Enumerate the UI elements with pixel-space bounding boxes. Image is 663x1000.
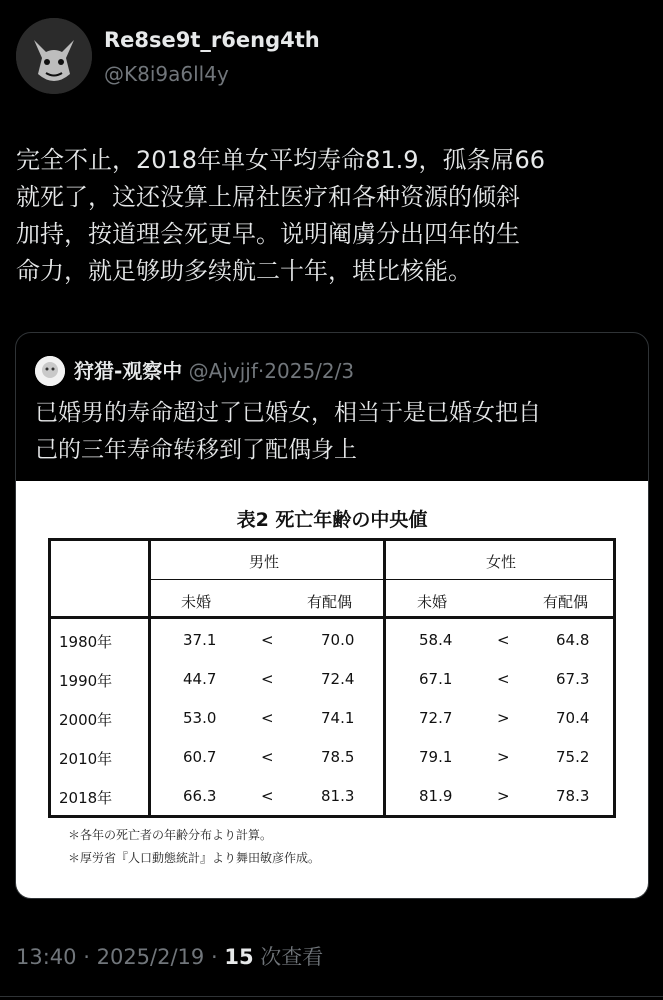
table-cell-m-cmp: < xyxy=(261,670,274,688)
tweet-text-line: 命力，就足够助多续航二十年，堪比核能。 xyxy=(16,257,472,285)
col-header-married: 有配偶 xyxy=(307,593,353,611)
group-header-male: 男性 xyxy=(249,553,280,571)
col-header-unmarried: 未婚 xyxy=(181,593,212,611)
table-cell-f-un: 58.4 xyxy=(419,631,453,649)
table-cell-f-cmp: > xyxy=(497,787,510,805)
quote-text-line: 已婚男的寿命超过了已婚女，相当于是已婚女把自 xyxy=(35,400,541,426)
col-header-married: 有配偶 xyxy=(543,593,589,611)
table-divider xyxy=(148,541,151,815)
quote-author-name: 狩猎-观察中 xyxy=(74,359,183,383)
table-cell-year: 1990年 xyxy=(59,672,113,690)
table-cell-f-un: 81.9 xyxy=(419,787,453,805)
author-handle[interactable]: @K8i9a6ll4y xyxy=(104,62,229,86)
author-display-name[interactable]: Re8se9t_r6eng4th xyxy=(104,28,320,52)
quote-attached-image[interactable] xyxy=(16,481,648,898)
footer-separator: · xyxy=(210,945,218,969)
table-cell-m-cmp: < xyxy=(261,709,274,727)
footer-separator: · xyxy=(83,945,90,969)
table-cell-m-un: 60.7 xyxy=(183,748,217,766)
table-cell-m-ma: 74.1 xyxy=(321,709,355,727)
tweet-text xyxy=(16,142,646,290)
quote-separator: · xyxy=(257,359,265,383)
views-count: 15 xyxy=(224,945,254,969)
views-label: 次查看 xyxy=(260,945,324,969)
table-cell-m-un: 44.7 xyxy=(183,670,217,688)
table-note: ＊厚労省『人口動態統計』より舞田敏彦作成。 xyxy=(68,851,321,865)
table-cell-f-un: 67.1 xyxy=(419,670,453,688)
table-cell-f-un: 79.1 xyxy=(419,748,453,766)
tweet-text-line: 就死了，这还没算上屌社医疗和各种资源的倾斜 xyxy=(16,183,520,211)
table-cell-year: 2018年 xyxy=(59,789,113,807)
table-cell-m-un: 66.3 xyxy=(183,787,217,805)
table-cell-year: 2000年 xyxy=(59,711,113,729)
tweet-text-line: 完全不止，2018年单女平均寿命81.9，孤条屌66 xyxy=(16,146,546,174)
table-cell-m-ma: 70.0 xyxy=(321,631,355,649)
tweet-time[interactable]: 13:40 xyxy=(16,945,77,969)
table-cell-m-un: 37.1 xyxy=(183,631,217,649)
quote-date: 2025/2/3 xyxy=(264,359,355,383)
table-divider xyxy=(383,541,386,815)
table-divider xyxy=(51,616,613,619)
quote-author-handle: @Ajvjjf xyxy=(188,359,258,383)
bottom-divider xyxy=(0,996,663,997)
table-cell-f-ma: 67.3 xyxy=(556,670,590,688)
quoted-tweet-card[interactable] xyxy=(15,332,649,899)
group-header-female: 女性 xyxy=(486,553,517,571)
table-cell-year: 1980年 xyxy=(59,633,113,651)
table-cell-f-cmp: < xyxy=(497,670,510,688)
quote-text-line: 己的三年寿命转移到了配偶身上 xyxy=(35,437,357,463)
tweet-footer xyxy=(16,941,323,971)
life-expectancy-table xyxy=(48,538,616,818)
tweet-date[interactable]: 2025/2/19 xyxy=(96,945,205,969)
table-cell-m-cmp: < xyxy=(261,787,274,805)
table-cell-f-ma: 75.2 xyxy=(556,748,590,766)
tweet-text-line: 加持，按道理会死更早。说明阉虜分出四年的生 xyxy=(16,220,520,248)
table-title: 表2 死亡年齢の中央値 xyxy=(236,509,428,531)
table-cell-m-un: 53.0 xyxy=(183,709,217,727)
table-cell-f-cmp: > xyxy=(497,709,510,727)
table-cell-f-cmp: > xyxy=(497,748,510,766)
quote-text xyxy=(35,395,635,469)
quote-author-avatar xyxy=(35,356,65,386)
quote-header xyxy=(74,355,354,384)
table-cell-f-ma: 78.3 xyxy=(556,787,590,805)
author-avatar[interactable] xyxy=(16,18,92,94)
table-cell-year: 2010年 xyxy=(59,750,113,768)
table-cell-f-cmp: < xyxy=(497,631,510,649)
table-cell-f-ma: 64.8 xyxy=(556,631,590,649)
table-divider xyxy=(148,579,613,580)
table-note: ＊各年の死亡者の年齢分布より計算。 xyxy=(68,828,273,842)
table-cell-m-cmp: < xyxy=(261,631,274,649)
table-cell-m-ma: 78.5 xyxy=(321,748,355,766)
table-cell-m-cmp: < xyxy=(261,748,274,766)
col-header-unmarried: 未婚 xyxy=(417,593,448,611)
table-cell-f-un: 72.7 xyxy=(419,709,453,727)
table-cell-m-ma: 81.3 xyxy=(321,787,355,805)
table-cell-m-ma: 72.4 xyxy=(321,670,355,688)
table-cell-f-ma: 70.4 xyxy=(556,709,590,727)
